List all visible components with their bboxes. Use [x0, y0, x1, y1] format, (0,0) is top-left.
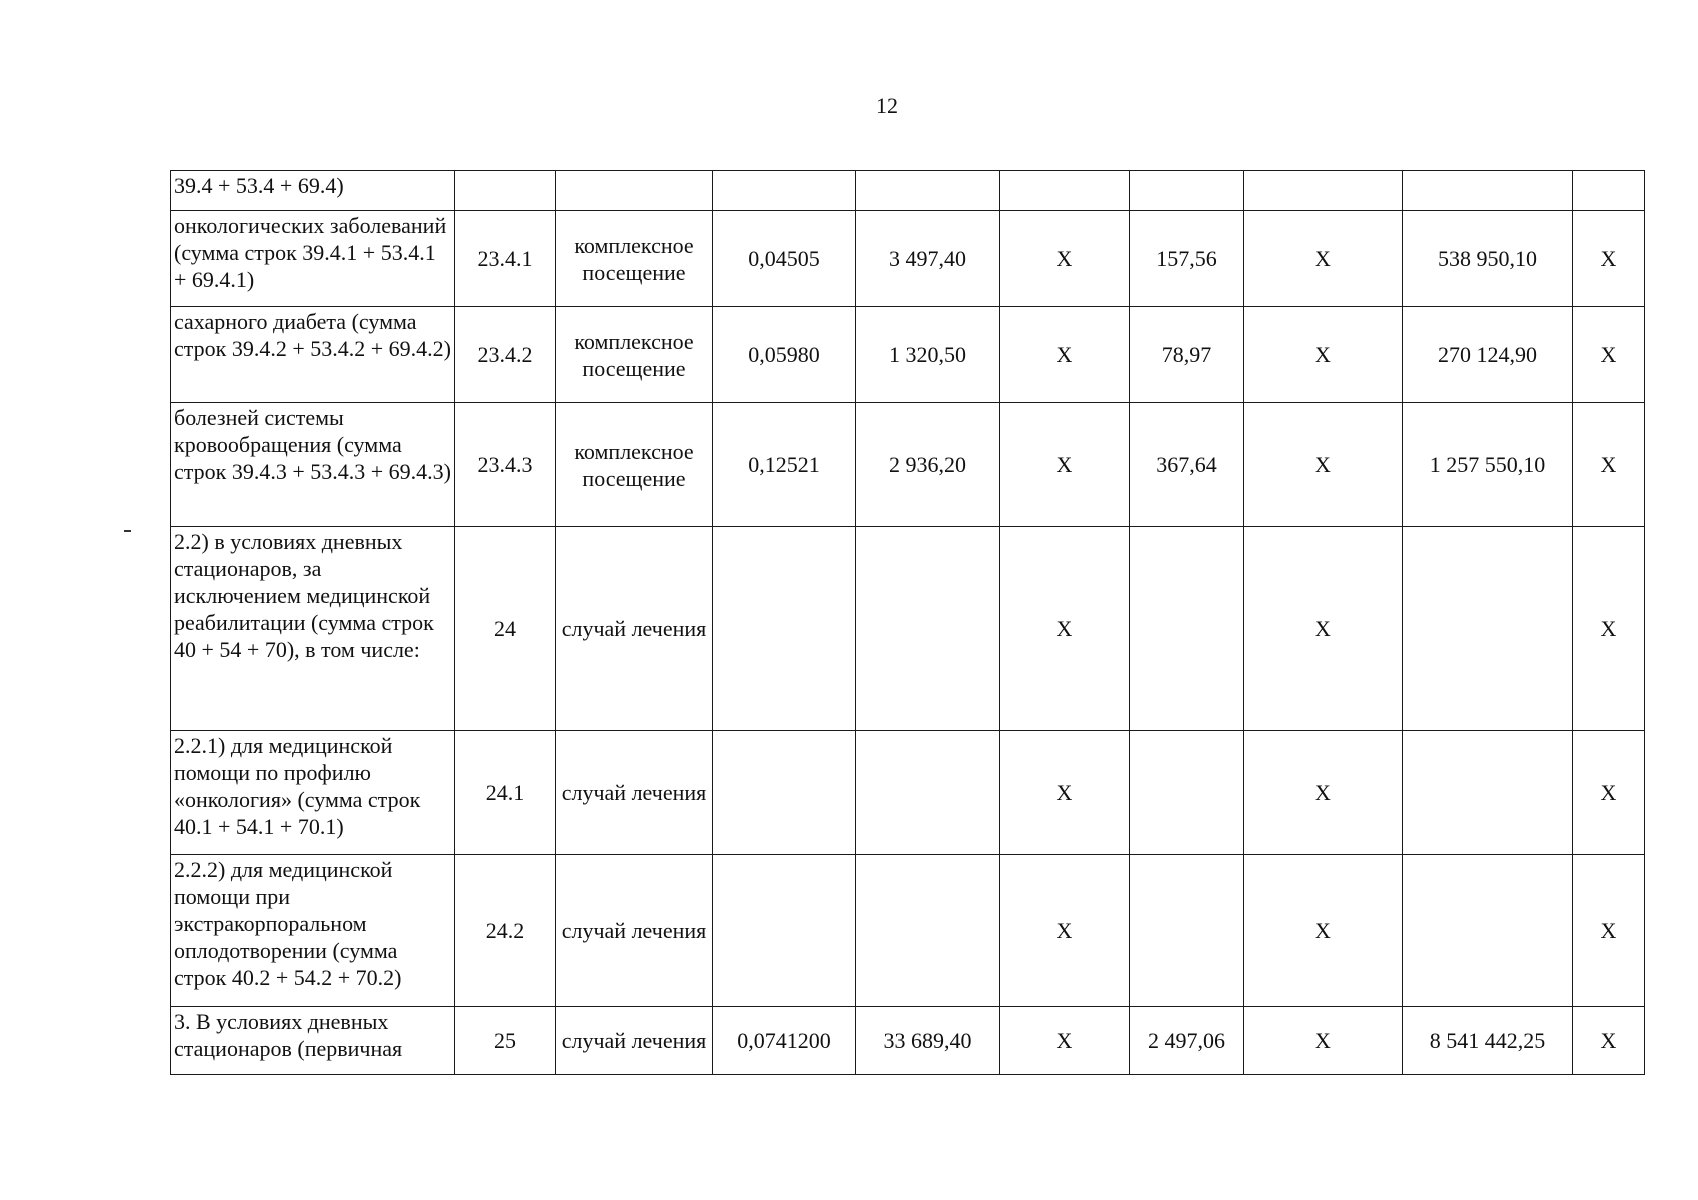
indicators-table: [170, 170, 1645, 1075]
row-code-cell: 24.2: [455, 855, 556, 1007]
value-cell: 157,56: [1130, 211, 1244, 307]
value-cell: 8 541 442,25: [1403, 1007, 1573, 1075]
value-cell: X: [1244, 307, 1403, 403]
value-cell: X: [1000, 1007, 1130, 1075]
row-name-cell: сахарного диабета (сумма строк 39.4.2 + 53.4.2 + 69.4.2): [171, 307, 455, 403]
cost-cell: 2 936,20: [856, 403, 1000, 527]
row-code-cell: 25: [455, 1007, 556, 1075]
volume-cell: 0,04505: [713, 211, 856, 307]
table-row: [171, 731, 1645, 855]
cost-cell: [856, 171, 1000, 211]
cost-cell: 33 689,40: [856, 1007, 1000, 1075]
value-cell: [1403, 855, 1573, 1007]
table-row: [171, 527, 1645, 731]
value-cell: X: [1573, 403, 1645, 527]
value-cell: 78,97: [1130, 307, 1244, 403]
cost-cell: 1 320,50: [856, 307, 1000, 403]
row-code-cell: 24: [455, 527, 556, 731]
value-cell: [1130, 171, 1244, 211]
value-cell: X: [1573, 855, 1645, 1007]
value-cell: [1130, 855, 1244, 1007]
value-cell: X: [1000, 211, 1130, 307]
cost-cell: [856, 731, 1000, 855]
value-cell: X: [1573, 731, 1645, 855]
cost-cell: [856, 855, 1000, 1007]
value-cell: [1403, 171, 1573, 211]
value-cell: [1244, 171, 1403, 211]
row-name-cell: 39.4 + 53.4 + 69.4): [171, 171, 455, 211]
value-cell: [1130, 731, 1244, 855]
value-cell: [1130, 527, 1244, 731]
value-cell: X: [1573, 307, 1645, 403]
row-code-cell: 23.4.1: [455, 211, 556, 307]
value-cell: X: [1000, 307, 1130, 403]
volume-cell: 0,05980: [713, 307, 856, 403]
value-cell: X: [1244, 855, 1403, 1007]
unit-cell: комплексное посещение: [556, 307, 713, 403]
value-cell: [1403, 731, 1573, 855]
table-row: [171, 307, 1645, 403]
value-cell: 270 124,90: [1403, 307, 1573, 403]
volume-cell: 0,0741200: [713, 1007, 856, 1075]
row-code-cell: 23.4.2: [455, 307, 556, 403]
value-cell: X: [1244, 403, 1403, 527]
table-row: [171, 1007, 1645, 1075]
volume-cell: [713, 171, 856, 211]
row-code-cell: 24.1: [455, 731, 556, 855]
unit-cell: случай лечения: [556, 527, 713, 731]
table-row: [171, 403, 1645, 527]
value-cell: [1573, 171, 1645, 211]
unit-cell: случай лечения: [556, 855, 713, 1007]
value-cell: X: [1000, 855, 1130, 1007]
volume-cell: [713, 731, 856, 855]
row-code-cell: [455, 171, 556, 211]
row-name-cell: 2.2.2) для медицинской помощи при экстракорпоральном оплодотворении (сумма строк 40.2 + 54.2 + 70.2): [171, 855, 455, 1007]
table-row: [171, 855, 1645, 1007]
unit-cell: комплексное посещение: [556, 403, 713, 527]
value-cell: X: [1244, 1007, 1403, 1075]
row-code-cell: 23.4.3: [455, 403, 556, 527]
value-cell: [1000, 171, 1130, 211]
value-cell: 2 497,06: [1130, 1007, 1244, 1075]
value-cell: X: [1244, 527, 1403, 731]
unit-cell: [556, 171, 713, 211]
value-cell: X: [1573, 211, 1645, 307]
volume-cell: [713, 527, 856, 731]
cost-cell: [856, 527, 1000, 731]
scan-mark: [124, 530, 131, 532]
value-cell: 367,64: [1130, 403, 1244, 527]
volume-cell: 0,12521: [713, 403, 856, 527]
value-cell: [1403, 527, 1573, 731]
value-cell: X: [1000, 731, 1130, 855]
unit-cell: случай лечения: [556, 731, 713, 855]
value-cell: X: [1573, 1007, 1645, 1075]
value-cell: 1 257 550,10: [1403, 403, 1573, 527]
unit-cell: комплексное посещение: [556, 211, 713, 307]
value-cell: X: [1000, 403, 1130, 527]
row-name-cell: 2.2) в условиях дневных стационаров, за исключением медицинской реабилитации (сумма строк 40 + 54 + 70), в том числе:: [171, 527, 455, 731]
table-row: [171, 211, 1645, 307]
value-cell: X: [1244, 211, 1403, 307]
value-cell: X: [1573, 527, 1645, 731]
cost-cell: 3 497,40: [856, 211, 1000, 307]
row-name-cell: болезней системы кровообращения (сумма строк 39.4.3 + 53.4.3 + 69.4.3): [171, 403, 455, 527]
value-cell: 538 950,10: [1403, 211, 1573, 307]
page-number: 12: [876, 93, 898, 118]
value-cell: X: [1000, 527, 1130, 731]
row-name-cell: 3. В условиях дневных стационаров (первичная: [171, 1007, 455, 1075]
row-name-cell: онкологических заболеваний (сумма строк 39.4.1 + 53.4.1 + 69.4.1): [171, 211, 455, 307]
value-cell: X: [1244, 731, 1403, 855]
table-row: [171, 171, 1645, 211]
unit-cell: случай лечения: [556, 1007, 713, 1075]
volume-cell: [713, 855, 856, 1007]
row-name-cell: 2.2.1) для медицинской помощи по профилю «онкология» (сумма строк 40.1 + 54.1 + 70.1): [171, 731, 455, 855]
